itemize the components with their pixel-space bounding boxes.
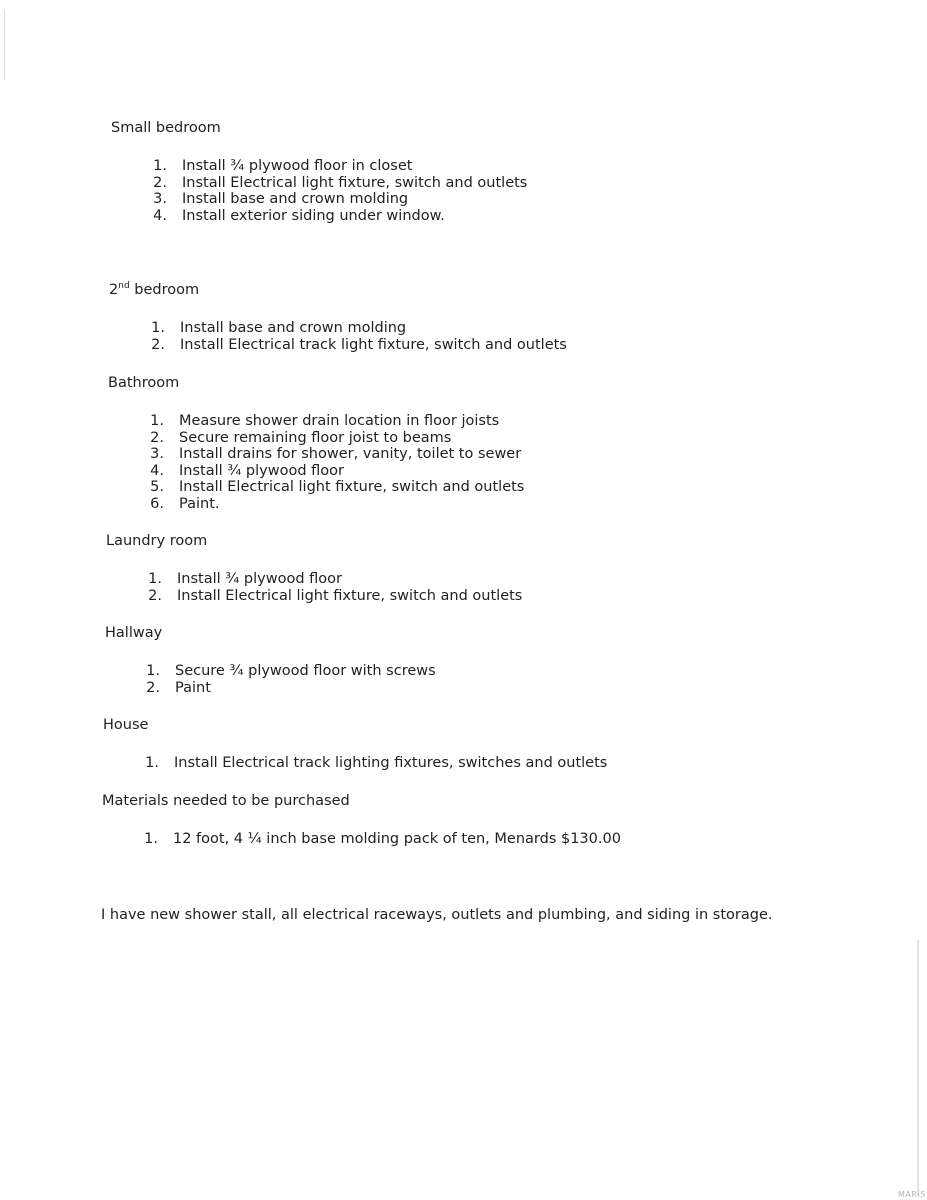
- list-item: [144, 588, 522, 605]
- scan-edge-left: [4, 10, 5, 80]
- item-text: Install ¾ plywood floor in closet: [182, 158, 413, 174]
- section-heading: [109, 281, 567, 299]
- task-list: [147, 320, 567, 353]
- item-text: Secure ¾ plywood floor with screws: [175, 663, 436, 679]
- item-text: Install base and crown molding: [182, 191, 409, 207]
- item-text: Secure remaining floor joist to beams: [179, 429, 452, 446]
- item-number: 3.: [150, 446, 164, 462]
- task-list: [149, 158, 527, 224]
- item-number: 1.: [146, 663, 160, 679]
- section-hallway: [105, 624, 436, 696]
- task-list: [141, 755, 607, 772]
- item-text: Paint.: [179, 495, 220, 512]
- list-item: [149, 175, 527, 192]
- item-text: Install ¾ plywood floor: [179, 462, 344, 479]
- materials-list: [140, 831, 621, 848]
- item-text: Install Electrical track lighting fixtures, switches and outlets: [174, 755, 608, 771]
- heading-ordinal-suffix: nd: [118, 281, 130, 292]
- item-number: 1.: [150, 413, 164, 429]
- item-number: 1.: [153, 158, 167, 174]
- item-number: 2.: [153, 174, 167, 191]
- section-heading: Small bedroom: [111, 120, 221, 136]
- item-text: Measure shower drain location in floor joists: [179, 413, 500, 429]
- item-number: 1.: [144, 831, 158, 847]
- section-small-bedroom: [111, 119, 527, 224]
- item-number: 2.: [148, 587, 162, 604]
- list-item: [146, 479, 524, 496]
- list-item: [141, 755, 607, 772]
- watermark: MARIS: [898, 1190, 926, 1199]
- item-text: Install drains for shower, vanity, toilet to sewer: [179, 446, 522, 462]
- list-item: [140, 831, 621, 848]
- item-number: 4.: [150, 462, 164, 479]
- section-heading: Bathroom: [108, 375, 180, 391]
- item-text: Install Electrical light fixture, switch and outlets: [179, 479, 525, 495]
- section-materials: [102, 792, 621, 848]
- item-number: 1.: [151, 320, 165, 336]
- list-item: [146, 496, 524, 513]
- list-item: [146, 463, 524, 480]
- list-item: [149, 191, 527, 208]
- item-number: 2.: [146, 679, 160, 696]
- section-house: [103, 716, 607, 772]
- item-number: 2.: [151, 336, 165, 353]
- list-item: [147, 337, 567, 354]
- item-number: 6.: [150, 495, 164, 512]
- list-item: [146, 446, 524, 463]
- item-text: Install Electrical light fixture, switch and outlets: [177, 587, 523, 604]
- heading-text: bedroom: [129, 282, 200, 298]
- section-heading: Materials needed to be purchased: [102, 793, 350, 809]
- heading-number: 2: [109, 282, 119, 298]
- item-number: 1.: [148, 571, 162, 587]
- item-text: Install Electrical light fixture, switch and outlets: [182, 174, 528, 191]
- section-heading: Hallway: [105, 625, 163, 641]
- section-heading: Laundry room: [106, 533, 208, 549]
- section-heading: House: [103, 717, 149, 733]
- item-text: Install Electrical track light fixture, switch and outlets: [180, 336, 567, 353]
- storage-note: I have new shower stall, all electrical raceways, outlets and plumbing, and siding in storage.: [101, 907, 773, 923]
- list-item: [142, 680, 436, 697]
- list-item: [149, 208, 527, 225]
- item-text: Paint: [175, 679, 211, 696]
- list-item: [146, 413, 524, 430]
- task-list: [144, 571, 522, 604]
- section-laundry-room: [106, 532, 522, 604]
- task-list: [142, 663, 436, 696]
- item-number: 4.: [153, 207, 167, 224]
- list-item: [146, 430, 524, 447]
- task-list: [146, 413, 524, 512]
- list-item: [142, 663, 436, 680]
- list-item: [149, 158, 527, 175]
- item-number: 5.: [150, 479, 164, 495]
- item-text: Install ¾ plywood floor: [177, 571, 342, 587]
- item-text: Install exterior siding under window.: [182, 207, 445, 224]
- list-item: [144, 571, 522, 588]
- item-number: 3.: [153, 191, 167, 207]
- item-text: 12 foot, 4 ¼ inch base molding pack of ten, Menards $130.00: [173, 831, 621, 847]
- section-bathroom: [108, 374, 524, 512]
- list-item: [147, 320, 567, 337]
- item-text: Install base and crown molding: [180, 320, 407, 336]
- scan-edge-right: [917, 940, 919, 1195]
- item-number: 1.: [145, 755, 159, 771]
- item-number: 2.: [150, 429, 164, 446]
- section-second-bedroom: [109, 281, 567, 353]
